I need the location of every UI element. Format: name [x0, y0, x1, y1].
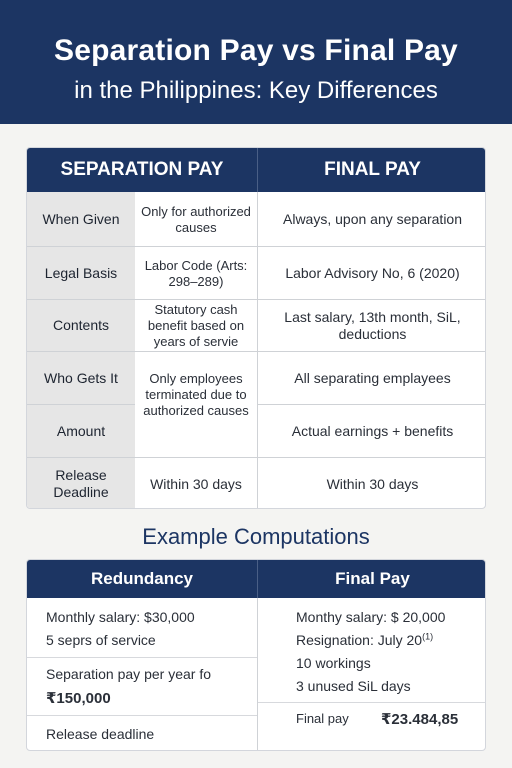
- final-pay-resignation-date: [296, 632, 433, 648]
- final-pay-total-label: Final pay: [296, 711, 349, 726]
- separation-pay-value: ₹150,000: [46, 690, 111, 707]
- cell-final-release-deadline: Within 30 days: [257, 458, 486, 509]
- example-computations-table: [26, 559, 486, 751]
- column-header-final-pay-example: Final Pay: [257, 560, 486, 598]
- column-header-final-pay: FINAL PAY: [257, 148, 486, 192]
- page-subtitle: in the Philippines: Key Differences: [74, 77, 438, 104]
- row-label-release-deadline: Release Deadline: [27, 458, 135, 509]
- column-divider: [257, 598, 258, 751]
- title-banner: [0, 0, 512, 124]
- cell-separation-who-gets-it: Only employees terminated due to authorized causes: [143, 371, 249, 418]
- cell-final-legal-basis: Labor Advisory No, 6 (2020): [257, 247, 486, 300]
- cell-final-contents: Last salary, 13th month, SiL, deductions: [257, 300, 486, 352]
- final-pay-workings: 10 workings: [296, 655, 371, 671]
- row-divider: [135, 351, 257, 352]
- footnote-marker: (1): [422, 631, 434, 642]
- comparison-table: [26, 147, 486, 509]
- cell-final-amount: Actual earnings + benefits: [257, 405, 486, 458]
- row-divider: [27, 657, 257, 658]
- cell-final-who-gets-it: All separating emplayees: [257, 352, 486, 405]
- page-title: Separation Pay vs Final Pay: [54, 34, 458, 67]
- redundancy-release-deadline: Release deadline: [46, 726, 155, 742]
- resignation-text: Resignation: July 20: [296, 632, 423, 648]
- cell-separation-release-deadline: Within 30 days: [150, 476, 242, 492]
- cell-separation-contents: Statutory cash benefit based on years of servie: [147, 302, 245, 349]
- cell-separation-legal-basis: Labor Code (Arts: 298–289): [144, 257, 248, 289]
- column-header-redundancy: Redundancy: [90, 569, 194, 588]
- cell-separation-when-given: Only for authorized causes: [141, 203, 251, 235]
- examples-header: [27, 560, 486, 598]
- final-pay-unused-sil: 3 unused SiL days: [296, 678, 411, 694]
- row-label-legal-basis: Legal Basis: [27, 247, 135, 300]
- cell-final-when-given: Always, upon any separation: [257, 192, 486, 247]
- row-label-amount: Amount: [27, 405, 135, 458]
- separation-pay-per-year-label: Separation pay per year fo: [46, 666, 211, 682]
- row-label-who-gets-it: Who Gets It: [27, 352, 135, 405]
- redundancy-years-of-service: 5 seprs of service: [46, 632, 156, 648]
- comparison-table-header: [27, 148, 486, 192]
- column-header-separation-pay: SEPARATION PAY: [60, 159, 224, 180]
- final-pay-total-value: ₹23.484,85: [381, 711, 459, 728]
- row-divider: [27, 715, 257, 716]
- row-label-when-given: When Given: [27, 192, 135, 247]
- row-divider: [258, 702, 486, 703]
- final-pay-monthly-salary: Monthy salary: $ 20,000: [296, 609, 446, 625]
- row-label-contents: Contents: [27, 300, 135, 352]
- section-title-examples: Example Computations: [142, 524, 370, 549]
- redundancy-monthly-salary: Monthly salary: $30,000: [46, 609, 195, 625]
